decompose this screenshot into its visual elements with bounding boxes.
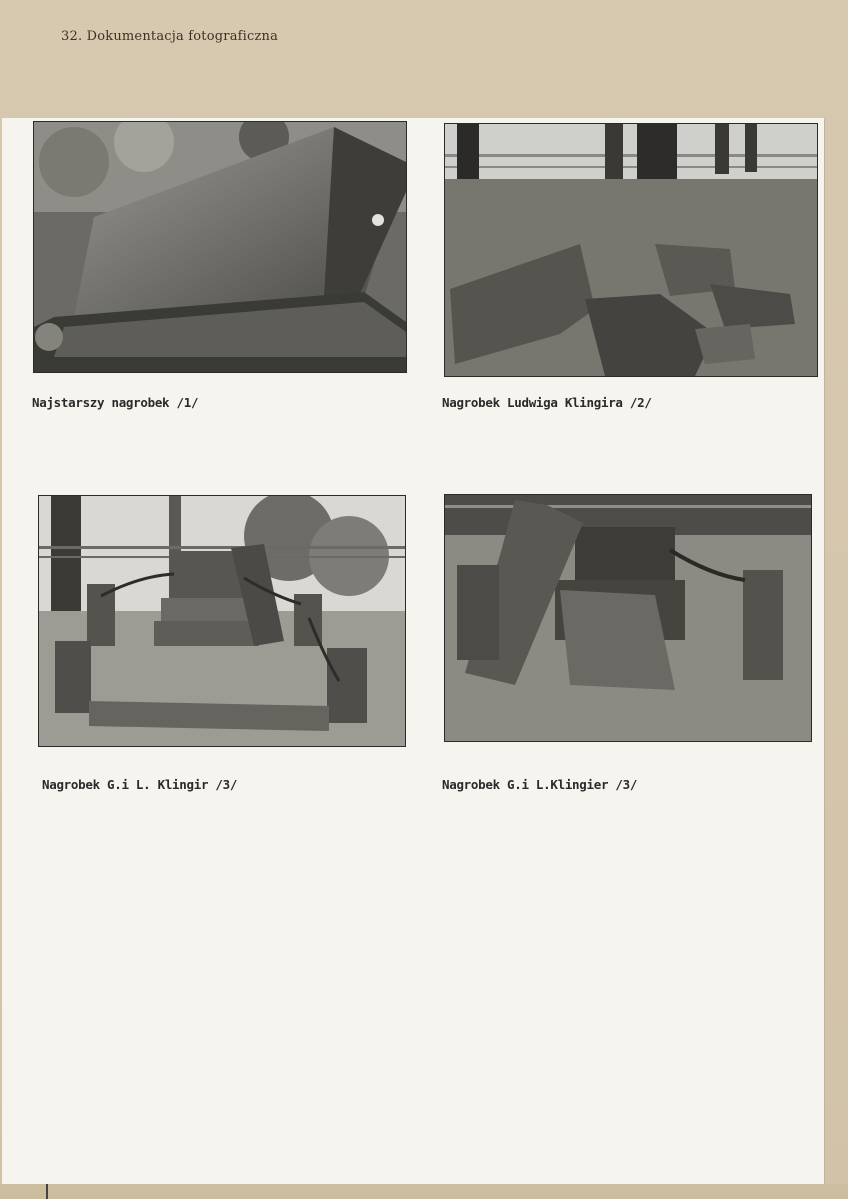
photo-4	[444, 494, 812, 742]
photo-3	[38, 495, 406, 747]
photo-1-image	[34, 122, 406, 372]
photo-1	[33, 121, 407, 373]
board-bottom-edge	[0, 1184, 848, 1199]
photo-2-image	[445, 124, 817, 376]
page-title: 32. Dokumentacja fotograficzna	[61, 29, 279, 44]
photo-sheet	[2, 118, 824, 1184]
photo-3-caption: Nagrobek G.i L. Klingir /3/	[42, 777, 238, 792]
binding-mark	[46, 1184, 48, 1199]
photo-1-caption: Najstarszy nagrobek /1/	[32, 395, 199, 410]
photo-4-caption: Nagrobek G.i L.Klingier /3/	[442, 777, 638, 792]
photo-2	[444, 123, 818, 377]
photo-4-image	[445, 495, 811, 741]
photo-2-caption: Nagrobek Ludwiga Klingira /2/	[442, 395, 652, 410]
photo-3-image	[39, 496, 405, 746]
